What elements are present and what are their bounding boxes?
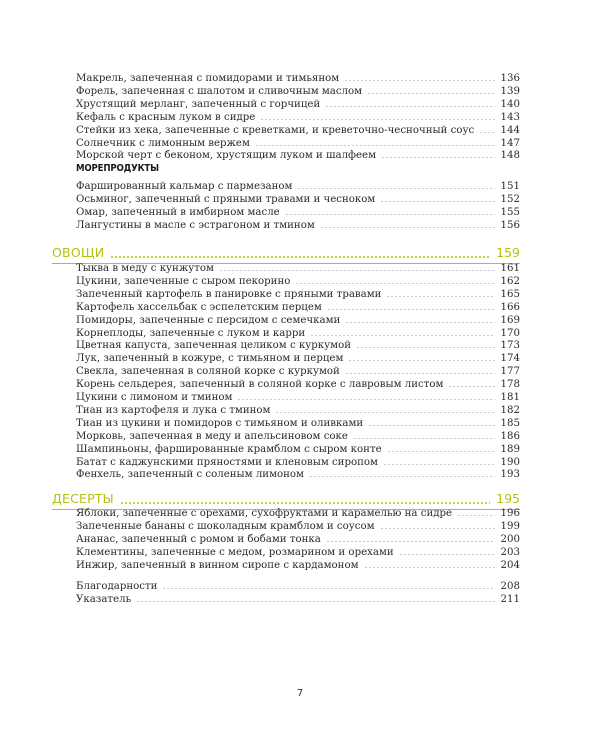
toc-entry[interactable] [76, 111, 520, 125]
vegetables-section-header[interactable] [52, 244, 520, 262]
toc-entry[interactable] [76, 85, 520, 99]
toc-entry[interactable] [76, 593, 520, 607]
leader-dots [237, 399, 495, 400]
entry-page: 169 [500, 314, 520, 326]
entry-page: 174 [500, 353, 520, 365]
leader-dots [381, 157, 495, 158]
entry-page: 144 [500, 124, 520, 136]
toc-entry[interactable] [76, 365, 520, 379]
entry-page: 155 [500, 206, 520, 218]
leader-dots [295, 283, 495, 284]
leader-dots [326, 541, 495, 542]
toc-entry[interactable] [76, 404, 520, 418]
leader-dots [399, 554, 495, 555]
entry-title: Свекла, запеченная в соляной корке с куркумой [76, 366, 340, 378]
entry-page: 170 [500, 327, 520, 339]
entry-page: 199 [500, 520, 520, 532]
toc-entry[interactable] [76, 559, 520, 573]
entry-page: 182 [500, 404, 520, 416]
entry-page: 166 [500, 301, 520, 313]
leader-dots [162, 588, 495, 589]
entry-title: Морковь, запеченная в меду и апельсиновом соке [76, 430, 348, 442]
toc-entry[interactable] [76, 430, 520, 444]
leader-dots [387, 451, 495, 452]
toc-entry[interactable] [76, 468, 520, 482]
entry-title: Тыква в меду с кунжутом [76, 263, 214, 274]
entry-title: Цукини, запеченные с сыром пекорино [76, 275, 291, 287]
leader-dots [285, 214, 495, 215]
entry-title: Благодарности [76, 581, 158, 592]
entry-title: Морской черт с беконом, хрустящим луком и шалфеем [76, 150, 376, 162]
leader-dots [380, 201, 495, 202]
entry-page: 148 [500, 150, 520, 162]
toc-entry[interactable] [76, 288, 520, 302]
entry-title: Корнеплоды, запеченные с луком и карри [76, 327, 306, 339]
entry-page: 196 [500, 508, 520, 519]
entry-page: 203 [500, 546, 520, 558]
entry-page: 156 [500, 219, 520, 231]
toc-entry[interactable] [76, 124, 520, 138]
leader-dots [353, 438, 495, 439]
entry-title: Тиан из картофеля и лука с тмином [76, 404, 271, 416]
toc-entry[interactable] [76, 546, 520, 560]
toc-entry[interactable] [76, 533, 520, 547]
entry-page: 200 [500, 533, 520, 545]
entry-title: Форель, запеченная с шалотом и сливочным маслом [76, 85, 363, 97]
entry-title: Картофель хассельбак с эспелетским перцем [76, 301, 322, 313]
page-number: 7 [296, 688, 304, 699]
entry-title: Цветная капуста, запеченная целиком с куркумой [76, 340, 352, 352]
entry-title: Солнечник с лимонным вержем [76, 137, 250, 149]
toc-entry[interactable] [76, 206, 520, 220]
toc-entry[interactable] [76, 352, 520, 366]
entry-page: 151 [500, 181, 520, 192]
entry-page: 143 [500, 111, 520, 123]
leader-dots [383, 464, 495, 465]
entry-title: Лук, запеченный в кожуре, с тимьяном и перцем [76, 353, 344, 365]
entry-title: Шампиньоны, фаршированные крамблом с сыром конте [76, 443, 382, 455]
toc-entry[interactable] [76, 275, 520, 289]
leader-dots [275, 412, 495, 413]
section-leader-dots [120, 502, 490, 504]
entry-title: Хрустящий мерланг, запеченный с горчицей [76, 98, 321, 110]
leader-dots [310, 335, 495, 336]
entry-title: Корень сельдерея, запеченный в соляной корке с лавровым листом [76, 379, 444, 391]
entry-page: 136 [500, 73, 520, 84]
entry-title: Тиан из цукини и помидоров с тимьяном и оливками [76, 417, 364, 429]
entry-page: 181 [500, 392, 520, 403]
entry-title: Омар, запеченный в имбирном масле [76, 206, 280, 218]
entry-page: 139 [500, 85, 520, 97]
toc-entry[interactable] [76, 520, 520, 534]
toc-entry[interactable] [76, 580, 520, 594]
leader-dots [364, 567, 495, 568]
entry-page: 211 [500, 593, 520, 605]
toc-entry[interactable] [76, 180, 520, 194]
entry-page: 189 [500, 443, 520, 455]
entry-page: 161 [500, 263, 520, 274]
leader-dots [345, 373, 495, 374]
leader-dots [345, 322, 495, 323]
entry-title: Яблоки, запеченные с орехами, сухофруктами и карамелью на сидре [76, 508, 453, 519]
entry-title: Запеченные бананы с шоколадным крамблом и соусом [76, 520, 375, 532]
leader-dots [348, 360, 495, 361]
leader-dots [367, 93, 495, 94]
toc-entry[interactable] [76, 262, 520, 276]
desserts-page: 195 [496, 491, 520, 506]
toc-entry[interactable] [76, 137, 520, 151]
entry-page: 177 [500, 366, 520, 378]
entry-page: 152 [500, 193, 520, 205]
entry-title: Лангустины в масле с эстрагоном и тмином [76, 219, 315, 231]
vegetables-heading: ОВОЩИ [52, 245, 105, 260]
leader-dots [457, 515, 495, 516]
leader-dots [136, 601, 495, 602]
entry-page: 193 [500, 469, 520, 481]
entry-page: 140 [500, 98, 520, 110]
entry-title: Стейки из хека, запеченные с креветками, и креветочно-чесночный соус [76, 124, 475, 136]
desserts-section-header[interactable] [52, 490, 520, 508]
desserts-heading: ДЕСЕРТЫ [52, 491, 114, 506]
toc-entry[interactable] [76, 314, 520, 328]
entry-page: 186 [500, 430, 520, 442]
leader-dots [386, 296, 495, 297]
entry-title: Кефаль с красным луком в сидре [76, 111, 256, 123]
toc-entry[interactable] [76, 456, 520, 470]
leader-dots [297, 188, 495, 189]
section-leader-dots [110, 256, 490, 258]
leader-dots [327, 309, 495, 310]
entry-page: 204 [500, 559, 520, 571]
toc-entry[interactable] [76, 149, 520, 163]
leader-dots [219, 270, 495, 271]
entry-title: Клементины, запеченные с медом, розмарином и орехами [76, 546, 394, 558]
entry-title: Указатель [76, 593, 132, 605]
leader-dots [448, 386, 495, 387]
entry-title: Запеченный картофель в панировке с пряными травами [76, 288, 382, 300]
entry-title: Цукини с лимоном и тмином [76, 392, 233, 403]
entry-page: 208 [500, 581, 520, 592]
entry-page: 162 [500, 275, 520, 287]
toc-entry[interactable] [76, 443, 520, 457]
toc-entry[interactable] [76, 339, 520, 353]
leader-dots [344, 80, 495, 81]
toc-entry[interactable] [76, 507, 520, 521]
entry-title: Ананас, запеченный с ромом и бобами тонка [76, 533, 321, 545]
vegetables-page: 159 [496, 245, 520, 260]
leader-dots [260, 119, 495, 120]
leader-dots [479, 132, 495, 133]
toc-entry[interactable] [76, 72, 520, 86]
leader-dots [356, 347, 495, 348]
toc-entry[interactable] [76, 219, 520, 233]
entry-title: Осьминог, запеченный с пряными травами и чесноком [76, 193, 376, 205]
toc-entry[interactable] [76, 98, 520, 112]
leader-dots [255, 145, 495, 146]
entry-title: Фаршированный кальмар с пармезаном [76, 181, 293, 192]
entry-title: Помидоры, запеченные с персидом с семечками [76, 314, 341, 326]
seafood-heading: МОРЕПРОДУКТЫ [76, 163, 159, 174]
leader-dots [380, 528, 495, 529]
entry-page: 178 [500, 379, 520, 391]
entry-page: 173 [500, 340, 520, 352]
leader-dots [368, 425, 495, 426]
toc-entry[interactable] [76, 193, 520, 207]
toc-entry[interactable] [76, 327, 520, 341]
toc-entry[interactable] [76, 378, 520, 392]
entry-title: Инжир, запеченный в винном сиропе с кардамоном [76, 559, 359, 571]
toc-entry[interactable] [76, 417, 520, 431]
leader-dots [325, 106, 495, 107]
leader-dots [309, 476, 495, 477]
entry-page: 190 [500, 456, 520, 468]
entry-page: 185 [500, 417, 520, 429]
leader-dots [320, 227, 495, 228]
entry-title: Батат с каджунскими пряностями и кленовым сиропом [76, 456, 378, 468]
entry-page: 165 [500, 288, 520, 300]
entry-page: 147 [500, 137, 520, 149]
toc-entry[interactable] [76, 391, 520, 405]
entry-title: Фенхель, запеченный с соленым лимоном [76, 469, 304, 481]
toc-entry[interactable] [76, 301, 520, 315]
entry-title: Макрель, запеченная с помидорами и тимьяном [76, 73, 340, 84]
